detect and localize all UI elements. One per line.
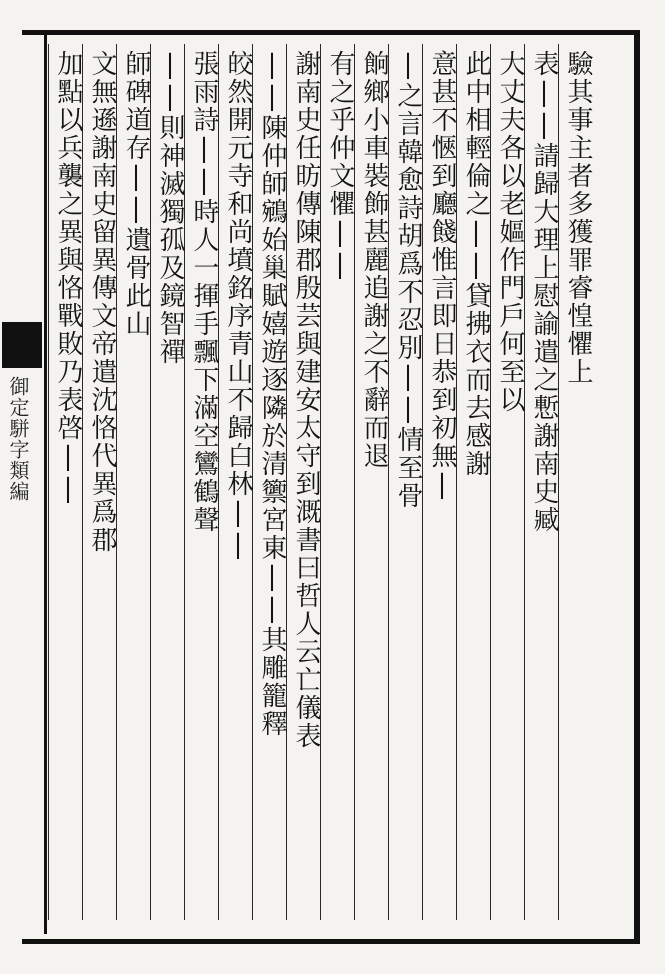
text-column: 文無遜謝南史留異傳文帝遣沈恪代異爲郡 bbox=[87, 50, 117, 554]
text-column: 此中相輕倫之||貸拂衣而去感謝 bbox=[461, 50, 491, 478]
text-column: ||則神滅獨孤及鏡智禪 bbox=[155, 50, 185, 366]
margin-strip bbox=[0, 30, 48, 934]
text-column: 表||請歸大理上慰諭遣之慙謝南史臧 bbox=[529, 50, 559, 534]
text-column: 張雨詩||時人一揮手飄下滿空鸞鶴聲 bbox=[189, 50, 219, 534]
margin-divider bbox=[44, 30, 47, 934]
text-column: 意甚不愜到廳餞惟言即日恭到初無| bbox=[427, 50, 457, 502]
text-column: 餉鄉小車裝飾甚麗追謝之不辭而退 bbox=[359, 50, 389, 470]
margin-title: 御定駢字類編 bbox=[6, 376, 30, 502]
text-column: 有之乎仲文懼|| bbox=[325, 50, 355, 282]
fish-tail-mark bbox=[2, 322, 42, 368]
text-column: ||陳仲師鵷始巢賦嬉遊逐隣於清籞宮東||其雕籠釋 bbox=[257, 50, 287, 738]
text-column: 加點以兵襲之異與恪戰敗乃表啓|| bbox=[53, 50, 83, 506]
text-column: 驗其事主者多獲罪睿惶懼上 bbox=[563, 50, 593, 386]
text-column: |之言韓愈詩胡爲不忍別||情至骨 bbox=[393, 50, 423, 510]
column-rule bbox=[48, 44, 49, 920]
text-column: 大丈夫各以老嫗作門戶何至以 bbox=[495, 50, 525, 414]
text-column: 師碑道存||遺骨此山 bbox=[121, 50, 151, 338]
text-column: 皎然開元寺和尚墳銘序青山不歸白林|| bbox=[223, 50, 253, 562]
text-column: 謝南史任昉傳陳郡殷芸與建安太守到溉書曰哲人云亡儀表 bbox=[291, 50, 321, 750]
